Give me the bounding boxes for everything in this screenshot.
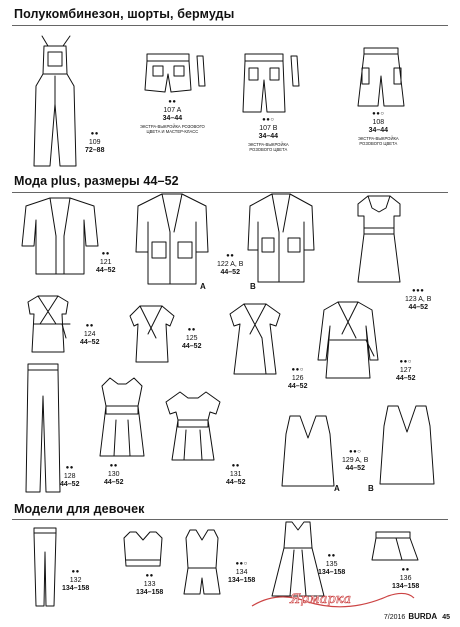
model-label-109: ●● 109 72–88 xyxy=(85,131,105,154)
coat-sketch-122b xyxy=(246,192,316,288)
page-footer xyxy=(384,612,450,621)
model-label-134: ●●○ 134 134–158 xyxy=(228,561,256,584)
dress-sketch-123 xyxy=(352,194,406,286)
tank-top-sketch-129a xyxy=(280,414,336,490)
section-divider xyxy=(12,519,448,520)
skort-sketch-136 xyxy=(372,530,422,564)
blouse-sketch-125 xyxy=(126,304,178,366)
model-label-136: ●● 136 134–158 xyxy=(392,567,420,590)
sheath-dress-sketch-130 xyxy=(96,376,148,460)
model-label-128: ●● 128 44–52 xyxy=(60,465,80,488)
section-divider xyxy=(12,25,448,26)
wrap-dress-sketch-127 xyxy=(316,300,380,382)
model-label-121: ●● 121 44–52 xyxy=(96,251,116,274)
variant-label-a: A xyxy=(200,282,206,291)
playsuit-sketch-134 xyxy=(180,528,224,598)
bermuda-sketch-107b xyxy=(243,52,303,114)
model-label-126: ●●○ 126 44–52 xyxy=(288,367,308,390)
watermark-text: Ярмарка xyxy=(290,592,352,607)
variant-label-a: A xyxy=(334,484,340,493)
model-label-107a: ●● 107 A 34–44 ЭКСТРА-ВЫКРОЙКА РОЗОВОГО ЦВЕТА И МАСТЕР-КЛАСС xyxy=(140,99,205,134)
section-title-plus-size: Мода plus, размеры 44–52 xyxy=(14,174,179,188)
model-label-133: ●● 133 134–158 xyxy=(136,573,164,596)
crop-top-sketch-133 xyxy=(122,530,164,570)
model-label-108: ●●○ 108 34–44 ЭКСТРА-ВЫКРОЙКА РОЗОВОГО ЦВЕТА xyxy=(358,111,399,146)
wrap-dress-sketch-126 xyxy=(226,302,286,378)
brand-name: BURDA xyxy=(408,612,438,621)
trousers-sketch-128 xyxy=(24,362,64,496)
section-divider xyxy=(12,192,448,193)
model-label-129: ●●○ 129 A, B 44–52 xyxy=(342,449,369,472)
dress-sketch-131 xyxy=(160,390,226,464)
leggings-sketch-132 xyxy=(30,526,62,610)
model-label-135: ●● 135 134–158 xyxy=(318,553,346,576)
model-label-122: ●● 122 A, B 44–52 xyxy=(217,253,244,276)
model-label-131: ●● 131 44–52 xyxy=(226,463,246,486)
shorts-sketch-107a xyxy=(145,52,215,94)
model-label-123: ●●● 123 A, B 44–52 xyxy=(405,288,432,311)
culottes-sketch-108 xyxy=(358,46,406,108)
variant-label-b: B xyxy=(250,282,256,291)
issue-number: 7/2016 xyxy=(383,614,406,621)
model-label-132: ●● 132 134–158 xyxy=(62,569,90,592)
dungarees-sketch-109 xyxy=(30,34,80,169)
model-label-127: ●●○ 127 44–52 xyxy=(396,359,416,382)
page-number: 45 xyxy=(442,614,450,621)
tank-top-sketch-129b xyxy=(378,404,436,488)
jacket-sketch-121 xyxy=(20,196,100,278)
coat-sketch-122a xyxy=(134,192,210,288)
section-title-jumpsuits: Полукомбинезон, шорты, бермуды xyxy=(14,7,235,21)
wrap-top-sketch-124 xyxy=(26,294,72,356)
model-label-107b: ●●○ 107 B 34–44 ЭКСТРА-ВЫКРОЙКА РОЗОВОГО ЦВЕТА xyxy=(248,117,289,152)
model-label-124: ●● 124 44–52 xyxy=(80,323,100,346)
section-title-girls: Модели для девочек xyxy=(14,502,145,516)
model-label-125: ●● 125 44–52 xyxy=(182,327,202,350)
variant-label-b: B xyxy=(368,484,374,493)
model-label-130: ●● 130 44–52 xyxy=(104,463,124,486)
